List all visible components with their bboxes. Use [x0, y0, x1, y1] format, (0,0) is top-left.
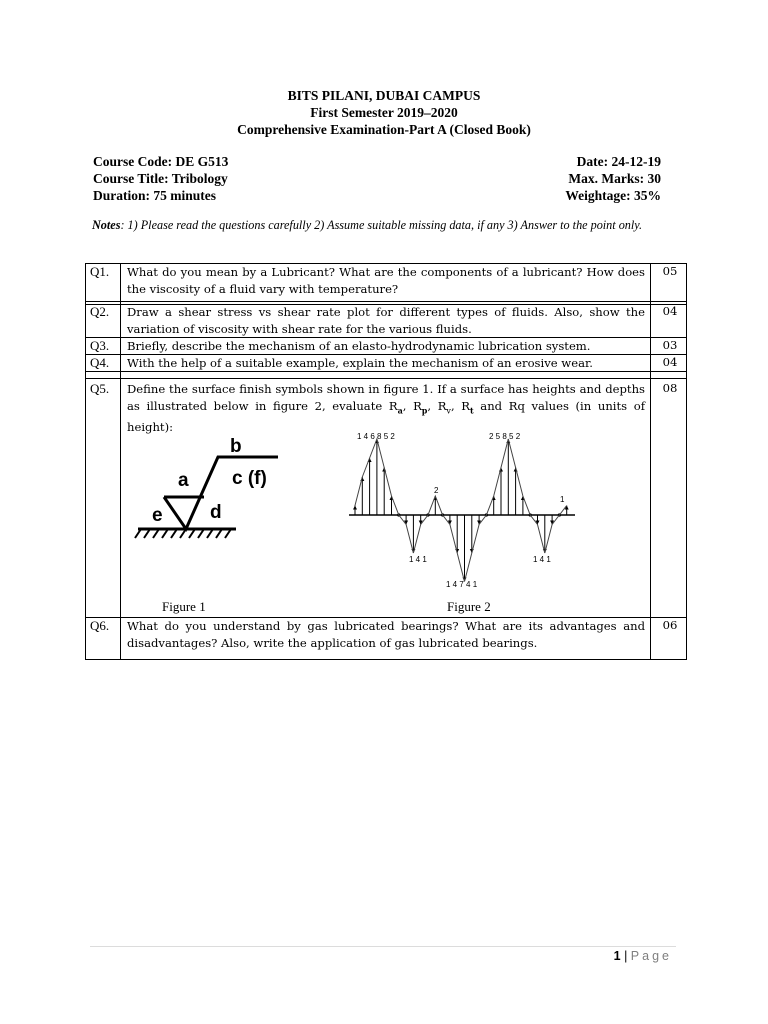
question-marks: 06 — [662, 618, 678, 632]
max-marks: Max. Marks: 30 — [568, 171, 661, 186]
question-marks: 05 — [662, 264, 678, 278]
course-title: Course Title: Tribology — [93, 171, 228, 186]
peak2-values: 2 5 8 5 2 — [489, 432, 521, 441]
table-border — [686, 263, 687, 660]
question-number: Q6. — [90, 618, 110, 633]
weightage: Weightage: 35% — [565, 188, 661, 203]
label-e: e — [152, 505, 163, 526]
notes-label: Notes — [92, 218, 121, 232]
page-word: Page — [630, 949, 672, 963]
question-text: With the help of a suitable example, explain the mechanism of an erosive wear. — [127, 356, 593, 370]
q5-text-post: and Rq values (in units of height): — [127, 398, 645, 435]
subscript-p: p — [421, 404, 428, 415]
subscript-a: a — [397, 404, 403, 415]
question-number: Q1. — [90, 264, 110, 279]
figure2-surface-profile — [343, 430, 583, 590]
table-border — [650, 263, 651, 660]
question-text: What do you mean by a Lubricant? What are the components of a lubricant? How does the viscosity of a fluid vary with temperature? — [127, 265, 645, 296]
label-d: d — [210, 502, 222, 523]
subscript-v: v — [446, 405, 451, 415]
label-c-f: c (f) — [232, 468, 267, 489]
exam-date: Date: 24-12-19 — [576, 154, 661, 169]
label-b: b — [230, 436, 242, 457]
figure2-caption: Figure 2 — [447, 599, 491, 614]
notes-text: : 1) Please read the questions carefully 2) Assume suitable missing data, if any 3) Answer to the point only. — [120, 218, 643, 232]
question-marks: 04 — [662, 355, 678, 369]
question-marks: 03 — [662, 338, 678, 352]
question-text: Briefly, describe the mechanism of an elasto-hydrodynamic lubrication system. — [127, 339, 591, 353]
end-peak-value: 1 — [560, 495, 565, 504]
valley3-values: 1 4 1 — [533, 555, 551, 564]
subscript-t: t — [469, 404, 474, 415]
course-code: Course Code: DE G513 — [93, 154, 229, 169]
question-text — [127, 381, 645, 436]
exam-title: Comprehensive Examination-Part A (Closed Book) — [237, 122, 531, 137]
table-border — [85, 301, 686, 302]
question-text: What do you understand by gas lubricated bearings? What are its advantages and disadvantages? Also, write the application of gas lubricated bearings. — [127, 619, 645, 650]
page-footer — [614, 949, 672, 963]
q5-text-pre: Define the surface finish symbols shown in figure 1. If a surface has heights and depths as illustrated below in figure 2, evaluate R — [127, 382, 645, 413]
separator: , R — [427, 398, 447, 413]
duration: Duration: 75 minutes — [93, 188, 217, 203]
small-peak-value: 2 — [434, 486, 439, 495]
question-text: Draw a shear stress vs shear rate plot for different types of fluids. Also, show the variation of viscosity with shear rate for the various fluids. — [127, 305, 645, 336]
arrow-head — [353, 506, 357, 510]
valley2-values: 1 4 7 4 1 — [446, 580, 478, 589]
question-marks: 08 — [662, 381, 678, 395]
notes — [92, 218, 672, 234]
table-border — [120, 263, 121, 660]
figure1-caption: Figure 1 — [162, 599, 206, 614]
page-separator: | — [620, 949, 631, 963]
page-number: 1 — [613, 949, 621, 963]
table-border — [85, 659, 686, 660]
table-border — [85, 263, 86, 660]
separator: , R — [450, 398, 470, 413]
question-number: Q3. — [90, 338, 110, 353]
question-number: Q2. — [90, 304, 110, 319]
figure1-surface-symbol — [132, 432, 282, 542]
question-marks: 04 — [662, 304, 678, 318]
question-number: Q5. — [90, 381, 110, 396]
valley1-values: 1 4 1 — [409, 555, 427, 564]
semester-title: First Semester 2019–2020 — [310, 105, 458, 120]
separator: , R — [402, 398, 422, 413]
institution-title: BITS PILANI, DUBAI CAMPUS — [287, 88, 481, 103]
label-a: a — [178, 470, 189, 491]
question-number: Q4. — [90, 355, 110, 370]
table-border — [85, 378, 686, 379]
footer-rule — [90, 946, 676, 947]
peak1-values: 1 4 6 8 5 2 — [357, 432, 395, 441]
